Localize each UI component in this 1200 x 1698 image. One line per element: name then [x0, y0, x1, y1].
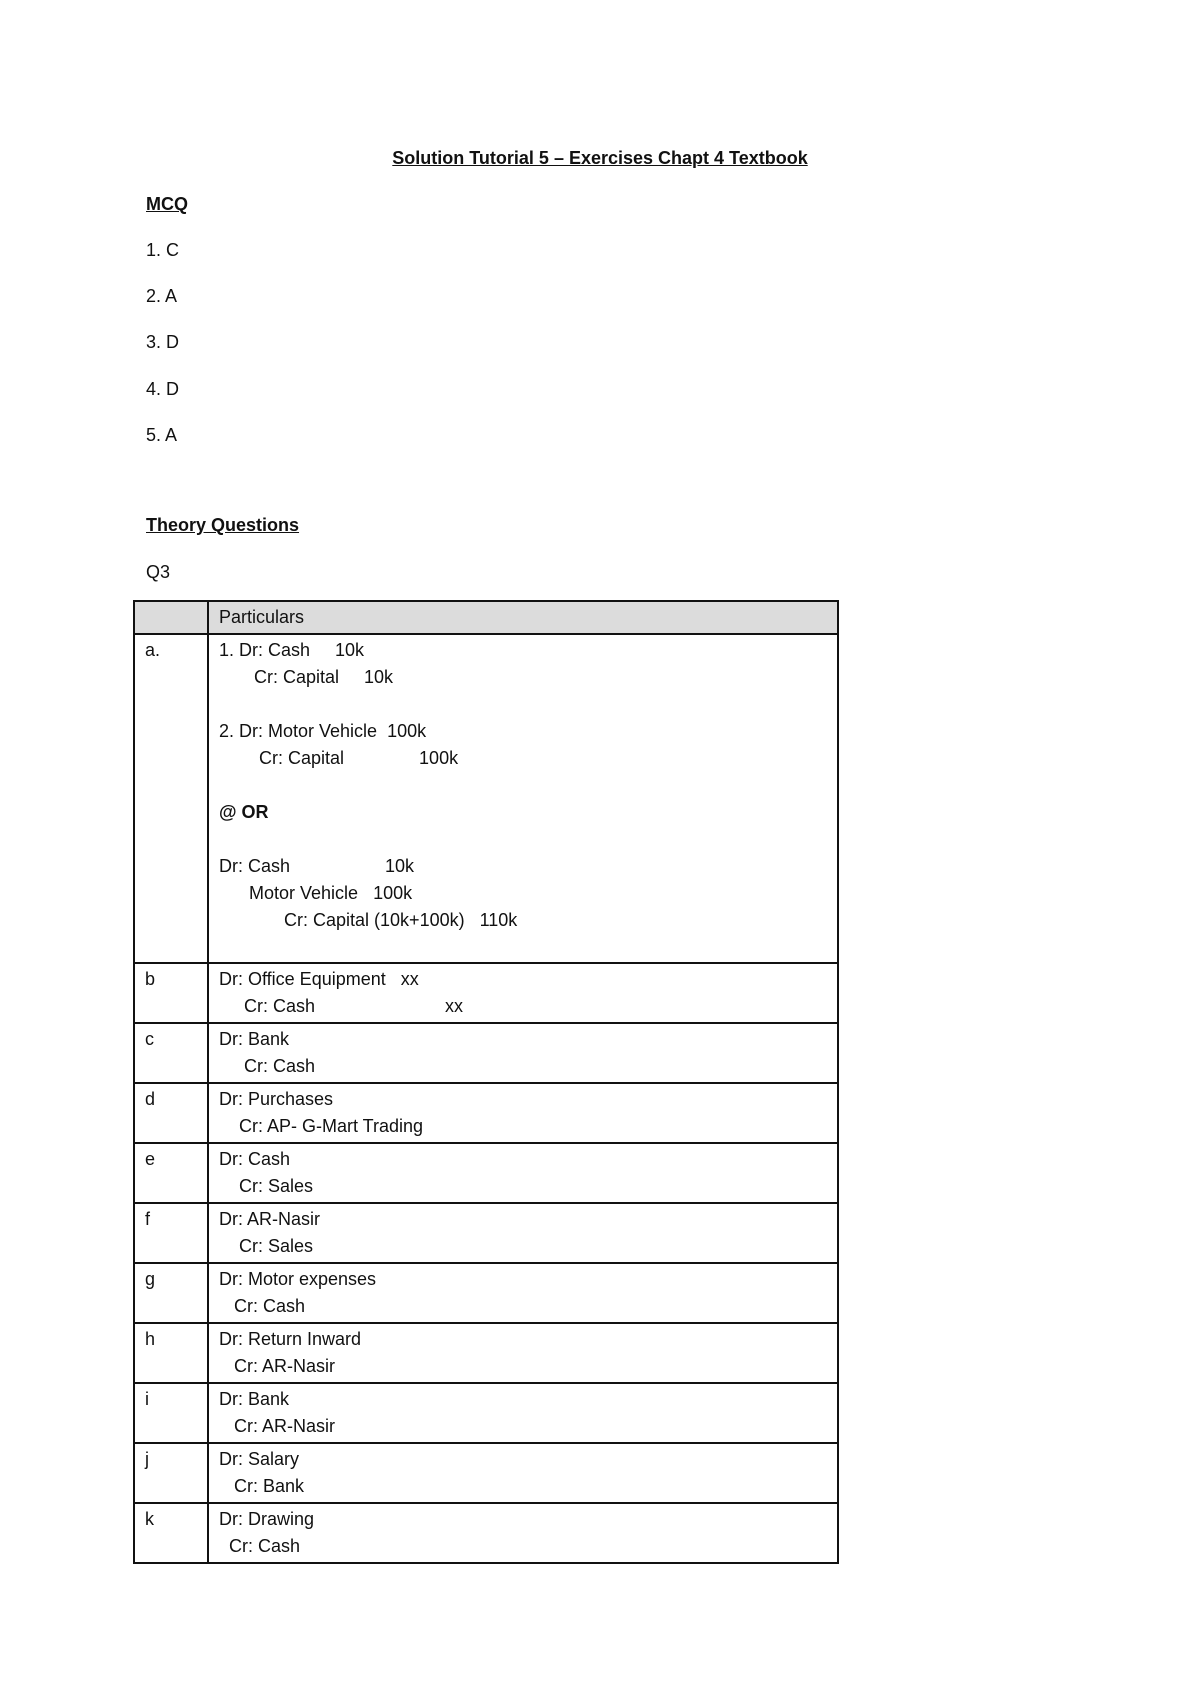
row-particulars — [208, 634, 838, 963]
row-particulars — [208, 1443, 838, 1503]
row-particulars — [208, 1323, 838, 1383]
row-label: h — [134, 1323, 208, 1383]
table-row — [134, 1503, 838, 1563]
row-label: d — [134, 1083, 208, 1143]
debit-line: Dr: Office Equipment xx — [219, 969, 419, 989]
mcq-answer-4: 4. D — [146, 379, 180, 399]
table-row — [134, 1263, 838, 1323]
credit-line: Cr: Cash — [219, 1296, 306, 1316]
credit-line: Cr: Sales — [219, 1176, 314, 1196]
debit-line: Dr: Motor expenses — [219, 1269, 377, 1289]
header-cell-blank — [134, 601, 208, 634]
table-header-row — [134, 601, 838, 634]
debit-line: Dr: Cash — [219, 1149, 291, 1169]
mcq-heading: MCQ — [146, 194, 188, 214]
credit-line: Cr: Cash — [219, 1536, 301, 1556]
table-row — [134, 1023, 838, 1083]
row-label: a. — [134, 634, 208, 963]
mcq-answer-2: 2. A — [146, 286, 178, 306]
debit-line: Dr: Salary — [219, 1449, 300, 1469]
question-label: Q3 — [146, 562, 171, 582]
row-particulars — [208, 1263, 838, 1323]
entry-line: Cr: Capital 100k — [219, 748, 459, 768]
table-row — [134, 1323, 838, 1383]
entry-line-or: @ OR — [219, 802, 269, 822]
mcq-answer-5: 5. A — [146, 425, 178, 445]
row-label: g — [134, 1263, 208, 1323]
entry-line: Dr: Cash 10k — [219, 856, 415, 876]
debit-line: Dr: Purchases — [219, 1089, 334, 1109]
row-label: c — [134, 1023, 208, 1083]
journal-entries-table — [133, 600, 839, 1564]
row-label: k — [134, 1503, 208, 1563]
credit-line: Cr: AP- G-Mart Trading — [219, 1116, 424, 1136]
entry-line: Cr: Capital 10k — [219, 667, 394, 687]
mcq-answer-3: 3. D — [146, 332, 180, 352]
row-particulars — [208, 1503, 838, 1563]
entry-line: 1. Dr: Cash 10k — [219, 640, 365, 660]
table-row — [134, 1143, 838, 1203]
entry-line: 2. Dr: Motor Vehicle 100k — [219, 721, 427, 741]
credit-line: Cr: Cash xx — [219, 996, 464, 1016]
row-label: b — [134, 963, 208, 1023]
table-row — [134, 634, 838, 963]
theory-heading: Theory Questions — [146, 515, 300, 535]
row-label: e — [134, 1143, 208, 1203]
table-row — [134, 1083, 838, 1143]
row-particulars — [208, 963, 838, 1023]
table-row — [134, 1203, 838, 1263]
row-particulars — [208, 1143, 838, 1203]
table-row — [134, 1383, 838, 1443]
credit-line: Cr: Sales — [219, 1236, 314, 1256]
mcq-answer-1: 1. C — [146, 240, 180, 260]
debit-line: Dr: Return Inward — [219, 1329, 362, 1349]
debit-line: Dr: Bank — [219, 1029, 290, 1049]
row-label: f — [134, 1203, 208, 1263]
credit-line: Cr: AR-Nasir — [219, 1416, 336, 1436]
row-particulars — [208, 1203, 838, 1263]
entry-line: Cr: Capital (10k+100k) 110k — [219, 910, 518, 930]
row-particulars — [208, 1383, 838, 1443]
row-particulars — [208, 1023, 838, 1083]
table-row — [134, 963, 838, 1023]
debit-line: Dr: Bank — [219, 1389, 290, 1409]
header-cell-particulars: Particulars — [208, 601, 838, 634]
credit-line: Cr: AR-Nasir — [219, 1356, 336, 1376]
table-row — [134, 1443, 838, 1503]
credit-line: Cr: Cash — [219, 1056, 316, 1076]
row-label: i — [134, 1383, 208, 1443]
debit-line: Dr: AR-Nasir — [219, 1209, 321, 1229]
entry-line: Motor Vehicle 100k — [219, 883, 413, 903]
row-particulars — [208, 1083, 838, 1143]
row-label: j — [134, 1443, 208, 1503]
credit-line: Cr: Bank — [219, 1476, 305, 1496]
debit-line: Dr: Drawing — [219, 1509, 315, 1529]
page-title: Solution Tutorial 5 – Exercises Chapt 4 Textbook — [392, 148, 808, 168]
